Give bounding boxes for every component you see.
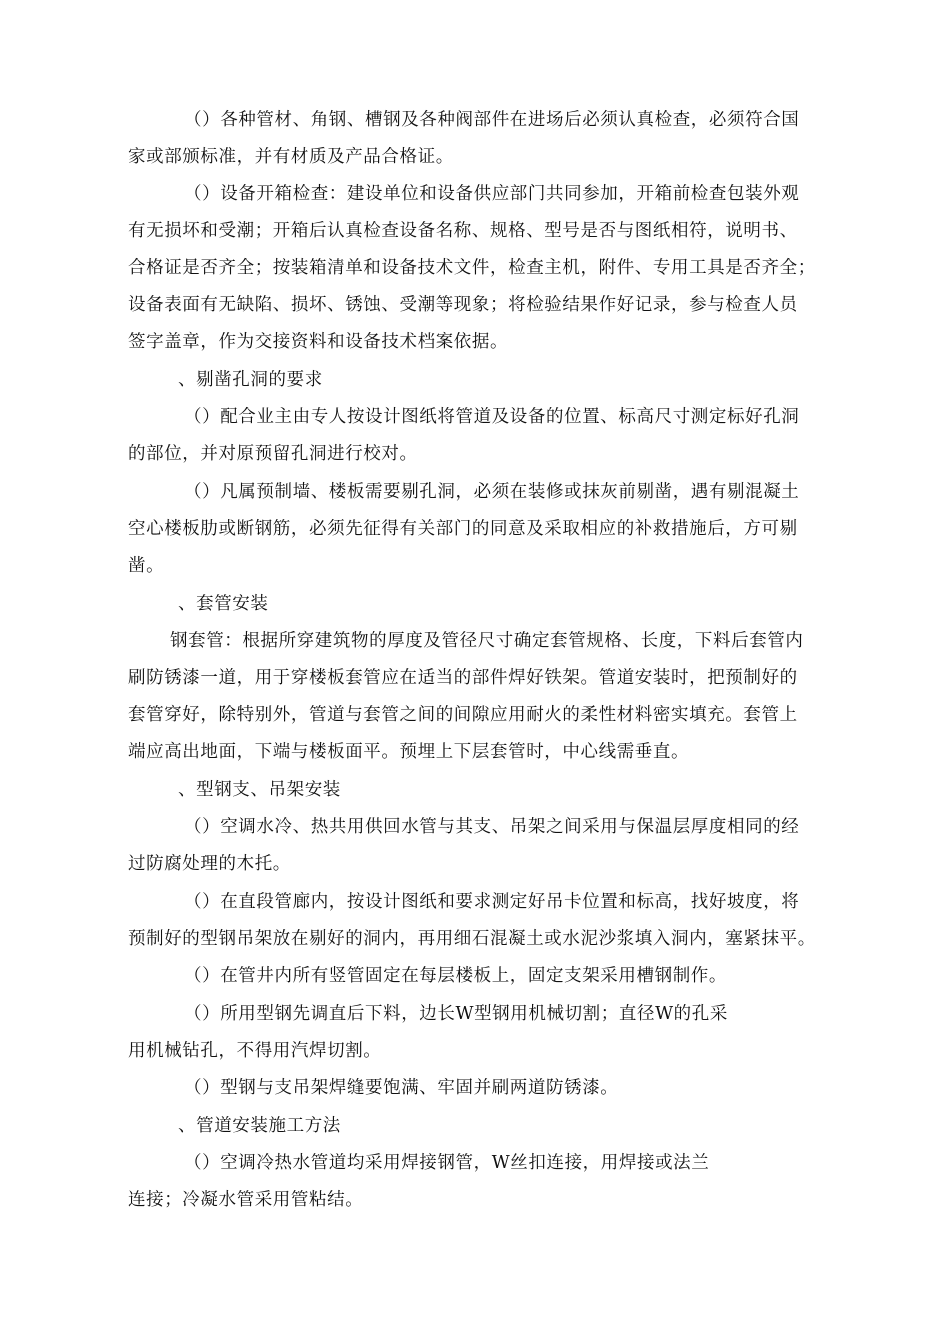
text-line: （）设备开箱检查：建设单位和设备供应部门共同参加，开箱前检查包装外观 [184,184,800,204]
text-line: （）凡属预制墙、楼板需要剔孔洞，必须在装修或抹灰前剔凿，遇有剔混凝土 [184,482,800,502]
section-heading: 、型钢支、吊架安装 [178,780,341,800]
section-heading: 、管道安装施工方法 [178,1116,341,1136]
text-line: （）配合业主由专人按设计图纸将管道及设备的位置、标高尺寸测定标好孔洞 [184,407,800,427]
text-line: （）空调水冷、热共用供回水管与其支、吊架之间采用与保温层厚度相同的经 [184,817,800,837]
text-line: （）在管井内所有竖管固定在每层楼板上，固定支架采用槽钢制作。 [184,966,727,986]
text-line: 的部位，并对原预留孔洞进行校对。 [128,444,418,464]
text-line: （）型钢与支吊架焊缝要饱满、牢固并刷两道防锈漆。 [184,1078,619,1098]
text-line: 空心楼板肋或断钢筋，必须先征得有关部门的同意及采取相应的补救措施后，方可剔 [128,519,798,539]
text-line: 设备表面有无缺陷、损坏、锈蚀、受潮等现象；将检验结果作好记录，参与检查人员 [128,295,798,315]
text-line: 预制好的型钢吊架放在剔好的洞内，再用细石混凝土或水泥沙浆填入洞内，塞紧抹平。 [128,929,816,949]
text-line: 凿。 [128,556,165,576]
text-line: 用机械钻孔，不得用汽焊切割。 [128,1041,382,1061]
text-line: 刷防锈漆一道，用于穿楼板套管应在适当的部件焊好铁架。管道安装时，把预制好的 [128,668,798,688]
text-line: 有无损坏和受潮；开箱后认真检查设备名称、规格、型号是否与图纸相符，说明书、 [128,221,798,241]
text-line: 套管穿好，除特别外，管道与套管之间的间隙应用耐火的柔性材料密实填充。套管上 [128,705,798,725]
text-line: （）在直段管廊内，按设计图纸和要求测定好吊卡位置和标高，找好坡度，将 [184,892,800,912]
text-line: 端应高出地面，下端与楼板面平。预埋上下层套管时，中心线需垂直。 [128,742,690,762]
text-line: 家或部颁标准，并有材质及产品合格证。 [128,147,454,167]
text-line: （）各种管材、角钢、槽钢及各种阀部件在进场后必须认真检查，必须符合国 [184,110,800,130]
text-line: 合格证是否齐全；按装箱清单和设备技术文件，检查主机，附件、专用工具是否齐全； [128,258,816,278]
text-line: 连接；冷凝水管采用管粘结。 [128,1190,364,1210]
text-line: 签字盖章，作为交接资料和设备技术档案依据。 [128,332,509,352]
text-line: 钢套管：根据所穿建筑物的厚度及管径尺寸确定套管规格、长度，下料后套管内 [170,631,804,651]
text-line: 过防腐处理的木托。 [128,854,291,874]
section-heading: 、套管安装 [178,594,269,614]
text-line: （）所用型钢先调直后下料，边长W型钢用机械切割；直径W的孔采 [184,1004,728,1024]
section-heading: 、剔凿孔洞的要求 [178,370,323,390]
text-line: （）空调冷热水管道均采用焊接钢管，W丝扣连接，用焊接或法兰 [184,1153,710,1173]
